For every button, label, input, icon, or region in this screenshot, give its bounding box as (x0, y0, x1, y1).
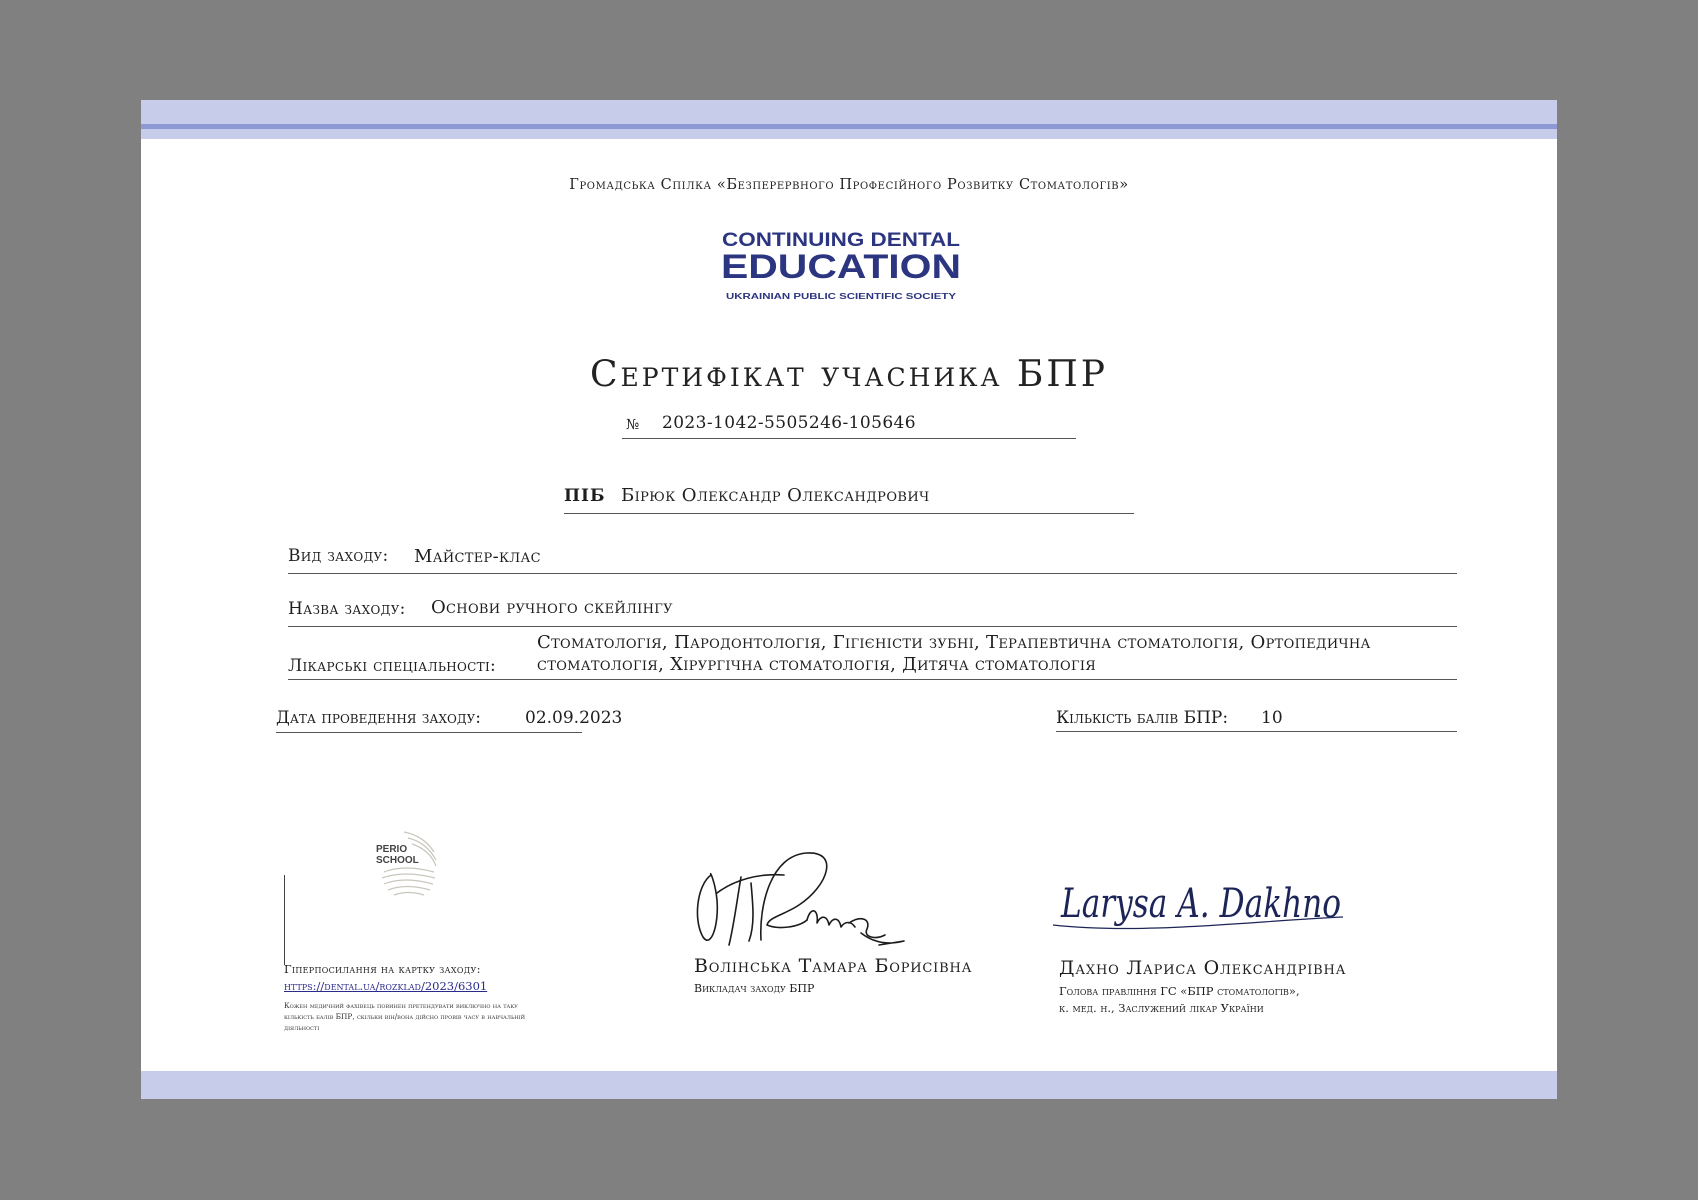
points-value: 10 (1261, 708, 1283, 728)
bottom-decorative-band (141, 1071, 1557, 1099)
participant-line (564, 480, 1134, 514)
certificate-number: 2023-1042-5505246-105646 (662, 413, 916, 433)
event-type-row (288, 535, 1457, 574)
event-name-label: Назва заходу: (288, 599, 406, 619)
top-decorative-band (141, 100, 1557, 139)
specialties-label: Лікарські спеціальності: (288, 656, 497, 676)
signatory1-role: Викладач заходу БПР (694, 982, 815, 995)
signatory1-name: Волінська Тамара Борисівна (694, 955, 973, 977)
certificate-title: Сертифікат учасника БПР (590, 354, 1108, 395)
logo-line3: UKRAINIAN PUBLIC SCIENTIFIC SOCIETY (726, 292, 957, 301)
signatory2-signature: Larysa A. Dakhno (1060, 881, 1341, 927)
event-name-row (288, 590, 1457, 627)
logo-line1: CONTINUING DENTAL (722, 230, 961, 251)
top-band-stripe (141, 124, 1557, 129)
event-date-value: 02.09.2023 (525, 708, 623, 728)
signatory2-role (1059, 983, 1300, 1017)
event-name-value: Основи ручного скейлінгу (431, 597, 673, 618)
disclaimer-text: Кожен медичний фахівець повинен претендувати виключно на таку кількість балів БПР, скільки він/вона дійсно провів часу в навчальній діяльності (284, 1001, 526, 1032)
perio-logo-line2: SCHOOL (376, 855, 419, 866)
points-label: Кількість балів БПР: (1056, 708, 1229, 728)
signature-dakhno (1053, 855, 1353, 950)
specialties-value: Стоматологія, Пародонтологія, Гігієністи зубні, Терапевтична стоматологія, Ортопедична стоматологія, Хірургічна стоматологія, Дитяча стоматологія (537, 632, 1371, 675)
specialties-row (288, 626, 1457, 680)
points-line (1056, 700, 1457, 732)
participant-name: Бірюк Олександр Олександрович (621, 485, 930, 506)
event-type-label: Вид заходу: (288, 546, 389, 566)
certificate-number-line (622, 411, 1076, 439)
logo-line2: EDUCATION (721, 248, 961, 286)
event-date-label: Дата проведення заходу: (276, 708, 482, 728)
event-type-value: Майстер-клас (414, 546, 541, 567)
signatory2-role-line2: к. мед. н., Заслужений лікар України (1059, 1001, 1264, 1015)
signatory2-name: Дахно Лариса Олександрівна (1059, 957, 1347, 979)
certificate-page (141, 100, 1557, 1099)
event-link[interactable]: https://dental.ua/rozklad/2023/6301 (284, 979, 488, 993)
organization-header: Громадська Спілка «Безперервного Професійного Розвитку Стоматологів» (569, 177, 1129, 193)
perio-logo-line1: PERIO (376, 844, 408, 855)
perio-school-logo (364, 822, 444, 902)
event-date-line (276, 700, 623, 733)
signature-volinska (689, 845, 914, 960)
certificate-number-label: № (626, 417, 640, 433)
footer-divider (284, 875, 285, 965)
participant-label: ПІБ (564, 486, 606, 506)
event-link-label: Гіперпосилання на картку заходу: (284, 962, 481, 976)
signatory2-role-line1: Голова правління ГС «БПР стоматологів», (1059, 984, 1300, 998)
cde-logo (701, 226, 981, 306)
